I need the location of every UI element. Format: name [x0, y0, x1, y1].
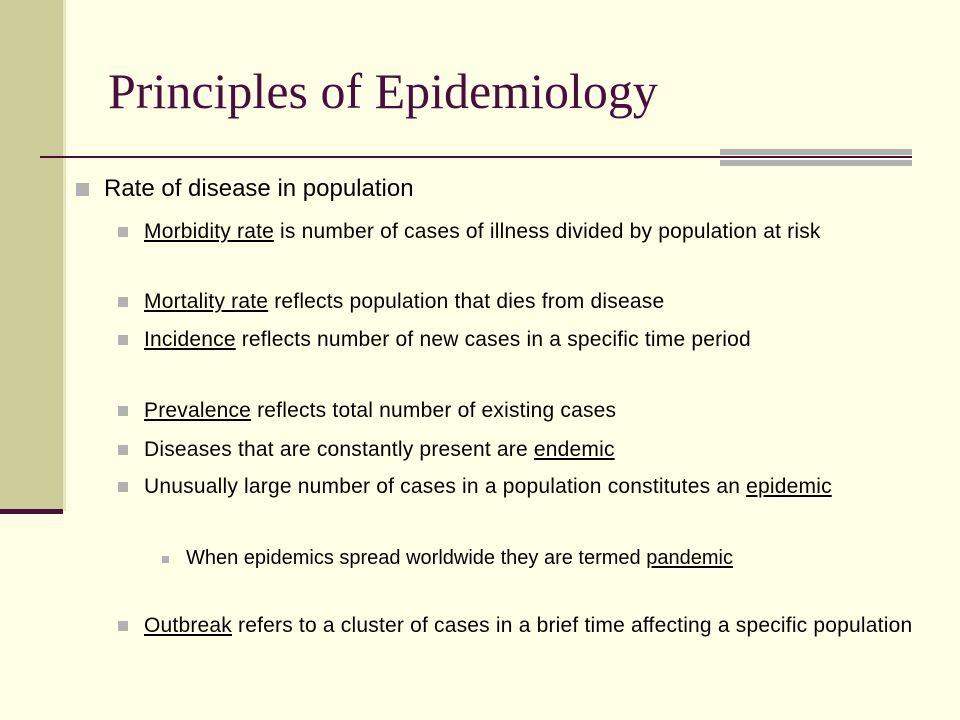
slide-title: Principles of Epidemiology: [108, 63, 658, 119]
term-epidemic: epidemic: [746, 475, 832, 498]
square-bullet-icon: [118, 406, 128, 416]
term-morbidity-rate: Morbidity rate: [144, 220, 275, 243]
heading-bullet: [76, 175, 936, 203]
bullet-morbidity-rate: [118, 219, 938, 244]
bullet-outbreak: [118, 613, 938, 638]
bullet-text: reflects number of new cases in a specific time period: [235, 328, 751, 351]
term-incidence: Incidence: [144, 328, 236, 351]
square-bullet-icon: [76, 183, 89, 196]
square-bullet-icon: [118, 335, 128, 345]
term-outbreak: Outbreak: [144, 614, 232, 637]
sub-bullet-pandemic: [162, 546, 932, 571]
square-bullet-icon: [118, 621, 128, 631]
bullet-text: refers to a cluster of cases in a brief time affecting a specific population: [231, 614, 913, 637]
bullet-endemic: [118, 437, 938, 462]
bullet-text: reflects population that dies from disease: [268, 290, 665, 313]
square-bullet-icon: [118, 445, 128, 455]
bullet-text: Unusually large number of cases in a population constitutes an: [144, 475, 747, 498]
bullet-prevalence: [118, 398, 938, 423]
square-bullet-icon: [118, 297, 128, 307]
bullet-epidemic: [118, 474, 938, 499]
term-mortality-rate: Mortality rate: [144, 290, 269, 313]
bullet-text: Diseases that are constantly present are: [144, 438, 534, 461]
term-endemic: endemic: [533, 438, 615, 461]
bullet-text: is number of cases of illness divided by population at risk: [274, 220, 821, 243]
term-prevalence: Prevalence: [144, 399, 252, 422]
term-pandemic: pandemic: [646, 547, 733, 569]
bullet-text: When epidemics spread worldwide they are termed: [186, 547, 647, 569]
bullet-mortality-rate: [118, 289, 938, 314]
bullet-incidence: [118, 327, 938, 352]
square-bullet-icon: [162, 556, 169, 563]
heading-text: Rate of disease in population: [104, 175, 414, 202]
square-bullet-icon: [118, 482, 128, 492]
square-bullet-icon: [118, 227, 128, 237]
bullet-text: reflects total number of existing cases: [251, 399, 617, 422]
